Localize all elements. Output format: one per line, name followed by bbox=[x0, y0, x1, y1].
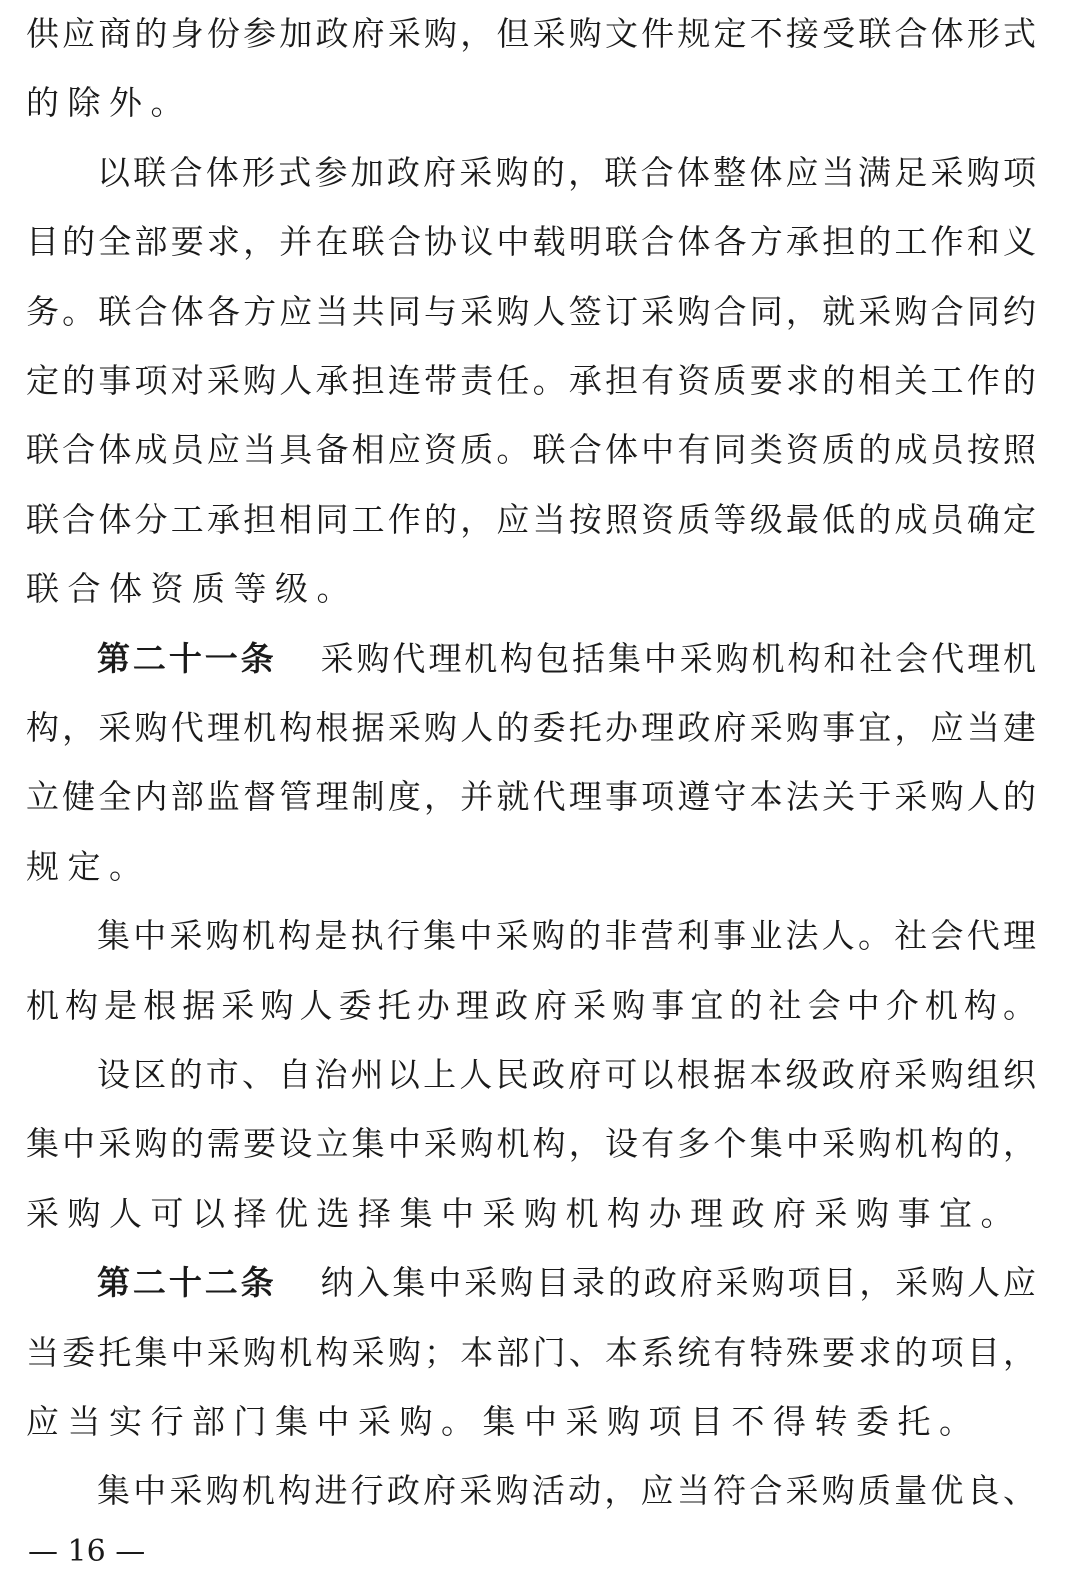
article-paragraph-line bbox=[0, 625, 1080, 693]
line-text: 联合体成员应当具备相应资质。联合体中有同类资质的成员按照 bbox=[26, 430, 1040, 470]
article-number: 第二十二条 bbox=[97, 1263, 277, 1303]
line-text: 设区的市、自治州以上人民政府可以根据本级政府采购组织 bbox=[97, 1055, 1040, 1094]
body-text-line bbox=[0, 902, 1080, 970]
line-text: 联合体资质等级。 bbox=[26, 569, 358, 609]
body-text-line bbox=[0, 833, 1080, 901]
page-number: — 16 — bbox=[28, 1534, 146, 1569]
body-text-line bbox=[0, 1041, 1080, 1109]
line-text: 集中采购机构进行政府采购活动，应当符合采购质量优良、 bbox=[97, 1471, 1040, 1511]
line-text: 目的全部要求，并在联合协议中载明联合体各方承担的工作和义 bbox=[26, 222, 1040, 262]
body-text-line bbox=[0, 69, 1080, 137]
line-text: 规定。 bbox=[26, 846, 151, 886]
body-text-line bbox=[0, 416, 1080, 484]
line-text: 机构是根据采购人委托办理政府采购事宜的社会中介机构。 bbox=[26, 985, 1043, 1025]
body-text-line bbox=[0, 486, 1080, 554]
line-text: 务。联合体各方应当共同与采购人签订采购合同，就采购合同约 bbox=[26, 291, 1040, 331]
body-text-line bbox=[0, 0, 1080, 68]
body-text-line bbox=[0, 208, 1080, 276]
article-paragraph-line bbox=[0, 1249, 1080, 1317]
body-text-line bbox=[0, 972, 1080, 1040]
line-text: 联合体分工承担相同工作的，应当按照资质等级最低的成员确定 bbox=[26, 499, 1040, 539]
line-text: 构，采购代理机构根据采购人的委托办理政府采购事宜，应当建 bbox=[26, 708, 1040, 747]
body-text-line bbox=[0, 763, 1080, 831]
body-text-line bbox=[0, 1388, 1080, 1456]
line-text: 采购代理机构包括集中采购机构和社会代理机 bbox=[320, 638, 1039, 678]
line-text: 集中采购的需要设立集中采购机构，设有多个集中采购机构的， bbox=[26, 1124, 1040, 1164]
body-text-line bbox=[0, 278, 1080, 346]
line-text: 以联合体形式参加政府采购的，联合体整体应当满足采购项 bbox=[97, 152, 1040, 192]
line-text: 纳入集中采购目录的政府采购项目，采购人应 bbox=[320, 1263, 1039, 1303]
line-text: 采购人可以择优选择集中采购机构办理政府采购事宜。 bbox=[26, 1193, 1022, 1233]
body-text-line bbox=[0, 694, 1080, 762]
body-text-line bbox=[0, 139, 1080, 207]
body-text-line bbox=[0, 347, 1080, 415]
body-text-line bbox=[0, 1180, 1080, 1248]
line-text: 定的事项对采购人承担连带责任。承担有资质要求的相关工作的 bbox=[26, 361, 1040, 400]
line-text: 立健全内部监督管理制度，并就代理事项遵守本法关于采购人的 bbox=[26, 777, 1040, 817]
line-text: 应当实行部门集中采购。集中采购项目不得转委托。 bbox=[26, 1402, 981, 1441]
body-text-line bbox=[0, 1457, 1080, 1525]
line-text: 集中采购机构是执行集中采购的非营利事业法人。社会代理 bbox=[97, 916, 1040, 956]
line-text: 当委托集中采购机构采购；本部门、本系统有特殊要求的项目， bbox=[26, 1332, 1040, 1372]
line-text: 供应商的身份参加政府采购，但采购文件规定不接受联合体形式 bbox=[26, 14, 1040, 53]
body-text-line bbox=[0, 555, 1080, 623]
line-text: 的除外。 bbox=[26, 83, 192, 123]
body-text-line bbox=[0, 1319, 1080, 1387]
body-text-line bbox=[0, 1110, 1080, 1178]
article-number: 第二十一条 bbox=[97, 638, 277, 678]
